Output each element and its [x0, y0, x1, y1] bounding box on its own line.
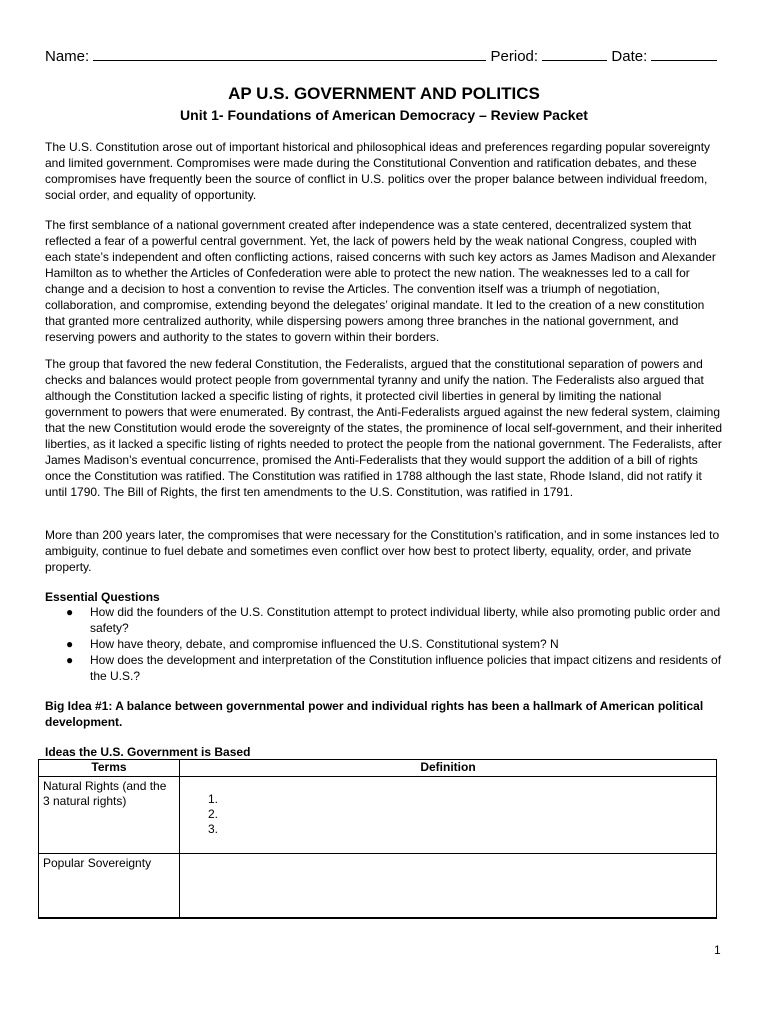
- name-label: Name:: [45, 48, 90, 65]
- definition-cell[interactable]: [180, 777, 717, 854]
- page-number: 1: [714, 943, 721, 957]
- number-2: 2.: [208, 807, 219, 821]
- period-label: Period:: [490, 48, 539, 65]
- intro-paragraph-1: The U.S. Constitution arose out of important historical and philosophical ideas and preferences regarding popular sovereignty and limited government. Compromises were made during the Constitutional Convention and ratification debates, and these compromises have frequently been the source of conflict in U.S. politics over the proper balance between individual freedom, social order, and equality of opportunity.: [45, 140, 711, 202]
- intro-paragraph-2: The first semblance of a national government created after independence was a state centered, decentralized system that reflected a fear of a powerful central government. Yet, the lack of powers held by the weak national Congress, coupled with each state’s independent and often conflicting actions, raised concerns with such key actors as James Madison and Alexander Hamilton as to whether the Articles of Confederation were able to protect the new nation. The weaknesses led to a call for change and a decision to host a convention to revise the Articles. The convention itself was a triumph of negotiation, collaboration, and compromise, extending beyond the delegates’ original mandate. It led to the creation of a new constitution that granted more centralized authority, while dispersing powers among three branches in the national government, and reserving powers and authority to the states to govern within their borders.: [45, 218, 716, 344]
- bullet-icon: ●: [66, 605, 74, 619]
- table-header-row: [39, 760, 717, 777]
- date-blank[interactable]: [651, 46, 717, 61]
- list-item: [62, 604, 727, 636]
- table-row: [39, 854, 717, 918]
- intro-paragraph-4: More than 200 years later, the compromises that were necessary for the Constitution’s ratification, and in some instances led to ambiguity, continue to fuel debate and sometimes even conflict over how best to protect liberty, equality, order, and private property.: [45, 528, 720, 574]
- page-title: AP U.S. GOVERNMENT AND POLITICS: [228, 84, 540, 103]
- ideas-table-heading: Ideas the U.S. Government is Based: [45, 745, 251, 759]
- definition-cell[interactable]: [180, 854, 717, 918]
- intro-paragraph-3: The group that favored the new federal Constitution, the Federalists, argued that the constitutional separation of powers and checks and balances would protect people from governmental tyranny and unify the nation. The Federalists also argued that although the Constitution lacked a specific listing of rights, it protected civil liberties in general by limiting the national government to powers that were enumerated. By contrast, the Anti-Federalists argued against the new federal system, claiming that the new Constitution would erode the sovereignty of the states, the prominence of local self-government, and their inherited liberties, as it lacked a specific listing of rights needed to protect the people from the national government. The Federalists, after James Madison’s eventual concurrence, promised the Anti-Federalists that they would support the addition of a bill of rights once the Constitution was ratified. The Constitution was ratified in 1788 although the last state, Rhode Island, did not ratify it until 1790. The Bill of Rights, the first ten amendments to the U.S. Constitution, was ratified in 1791.: [45, 357, 723, 499]
- bullet-icon: ●: [66, 637, 74, 651]
- list-item: [62, 636, 727, 652]
- question-text: How does the development and interpretation of the Constitution influence policies that impact citizens and residents of the U.S.?: [90, 653, 722, 683]
- term-cell: Popular Sovereignty: [39, 854, 180, 918]
- essential-questions-list: [62, 604, 727, 684]
- number-1: 1.: [208, 792, 219, 806]
- terms-column-header: Terms: [39, 760, 180, 777]
- bullet-icon: ●: [66, 653, 74, 667]
- big-idea-heading: Big Idea #1: A balance between governmental power and individual rights has been a hallmark of American political development.: [45, 699, 704, 729]
- name-blank[interactable]: [93, 46, 486, 61]
- numbered-list: [180, 777, 716, 837]
- term-cell: Natural Rights (and the 3 natural rights): [39, 777, 180, 854]
- student-info-line: [45, 46, 725, 66]
- page-subtitle: Unit 1- Foundations of American Democracy – Review Packet: [180, 107, 588, 123]
- essential-questions-heading: Essential Questions: [45, 590, 160, 604]
- terms-table: [38, 759, 717, 919]
- definition-column-header: Definition: [180, 760, 717, 777]
- question-text: How have theory, debate, and compromise influenced the U.S. Constitutional system? N: [90, 637, 559, 651]
- list-item: [62, 652, 727, 684]
- number-3: 3.: [208, 822, 219, 836]
- date-label: Date:: [611, 48, 648, 65]
- question-text: How did the founders of the U.S. Constitution attempt to protect individual liberty, while also promoting public order and safety?: [90, 605, 721, 635]
- period-blank[interactable]: [542, 46, 607, 61]
- table-row: [39, 777, 717, 854]
